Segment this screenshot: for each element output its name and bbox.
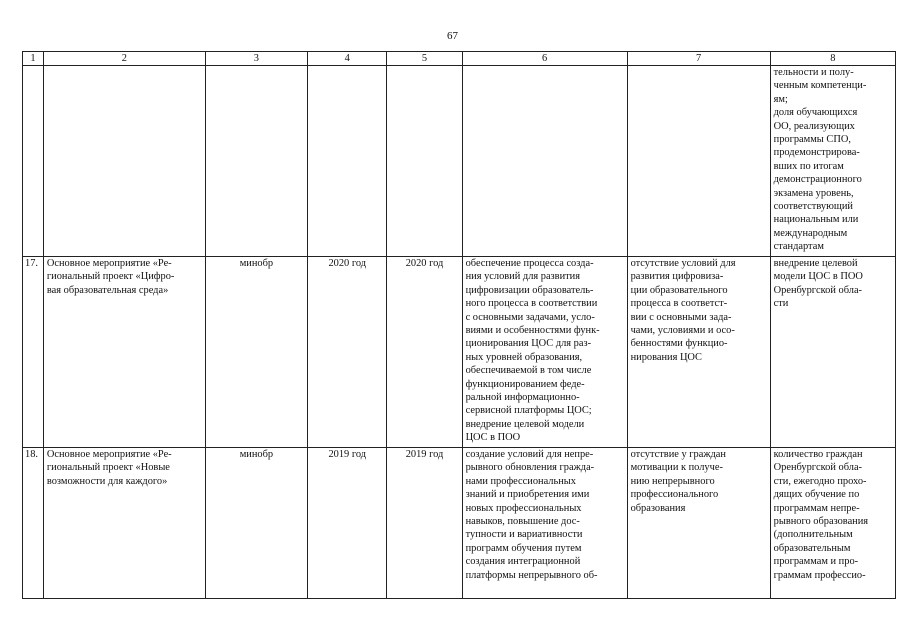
column-header: 7 xyxy=(627,52,770,66)
measures-table xyxy=(22,51,896,599)
consequences-cell xyxy=(627,66,770,257)
end-year-cell xyxy=(387,66,462,257)
consequences-cell: отсутствие у граждан мотивации к получе- нию непрерывного профессионального образования xyxy=(627,448,770,599)
indicators-cell: количество граждан Оренбургской обла- сти, ежегодно прохо- дящих обучение по программам непре- рывного образования (дополнительным образовательным программам и про- граммам профессио- xyxy=(770,448,895,599)
column-header: 4 xyxy=(308,52,387,66)
end-year-cell: 2020 год xyxy=(387,257,462,448)
start-year-cell xyxy=(308,66,387,257)
column-number-header-row xyxy=(23,52,896,66)
end-year-cell: 2019 год xyxy=(387,448,462,599)
column-header: 6 xyxy=(462,52,627,66)
indicators-cell: внедрение целевой модели ЦОС в ПОО Оренбургской обла- сти xyxy=(770,257,895,448)
row-number-cell: 18. xyxy=(23,448,44,599)
expected-result-cell: обеспечение процесса созда- ния условий для развития цифровизации образователь- ного процесса в соответствии с основными задачами, усло- виями и особенностями функ- ционирования ЦОС для раз- ных уровней образования, обеспечиваемой в том числе функционированием феде- ральной информационно- сервисной платформы ЦОС; внедрение целевой модели ЦОС в ПОО xyxy=(462,257,627,448)
indicators-cell: тельности и полу- ченным компетенци- ям; доля обучающихся ОО, реализующих программы СПО, продемонстрирова- вших по итогам демонстрационного экзамена уровень, соответствующий национальным или международным стандартам xyxy=(770,66,895,257)
column-header: 2 xyxy=(43,52,205,66)
measure-name-cell: Основное мероприятие «Ре- гиональный проект «Цифро- вая образовательная среда» xyxy=(43,257,205,448)
column-header: 5 xyxy=(387,52,462,66)
executor-cell xyxy=(205,66,307,257)
row-number-cell: 17. xyxy=(23,257,44,448)
row-number-cell xyxy=(23,66,44,257)
expected-result-cell xyxy=(462,66,627,257)
column-header: 3 xyxy=(205,52,307,66)
start-year-cell: 2019 год xyxy=(308,448,387,599)
measure-name-cell xyxy=(43,66,205,257)
start-year-cell: 2020 год xyxy=(308,257,387,448)
table-row-18 xyxy=(23,448,896,599)
consequences-cell: отсутствие условий для развития цифровиза- ции образовательного процесса в соответст- вии с основными зада- чами, условиями и осо- бенностями функцио- нирования ЦОС xyxy=(627,257,770,448)
executor-cell: минобр xyxy=(205,448,307,599)
page-number: 67 xyxy=(447,30,458,42)
table-row-17 xyxy=(23,257,896,448)
expected-result-cell: создание условий для непре- рывного обновления гражда- нами профессиональных знаний и приобретения ими новых профессиональных навыков, повышение дос- тупности и вариативности программ обучения путем создания интеграционной платформы непрерывного об- xyxy=(462,448,627,599)
column-header: 8 xyxy=(770,52,895,66)
executor-cell: минобр xyxy=(205,257,307,448)
measure-name-cell: Основное мероприятие «Ре- гиональный проект «Новые возможности для каждого» xyxy=(43,448,205,599)
column-header: 1 xyxy=(23,52,44,66)
table-row-continuation xyxy=(23,66,896,257)
